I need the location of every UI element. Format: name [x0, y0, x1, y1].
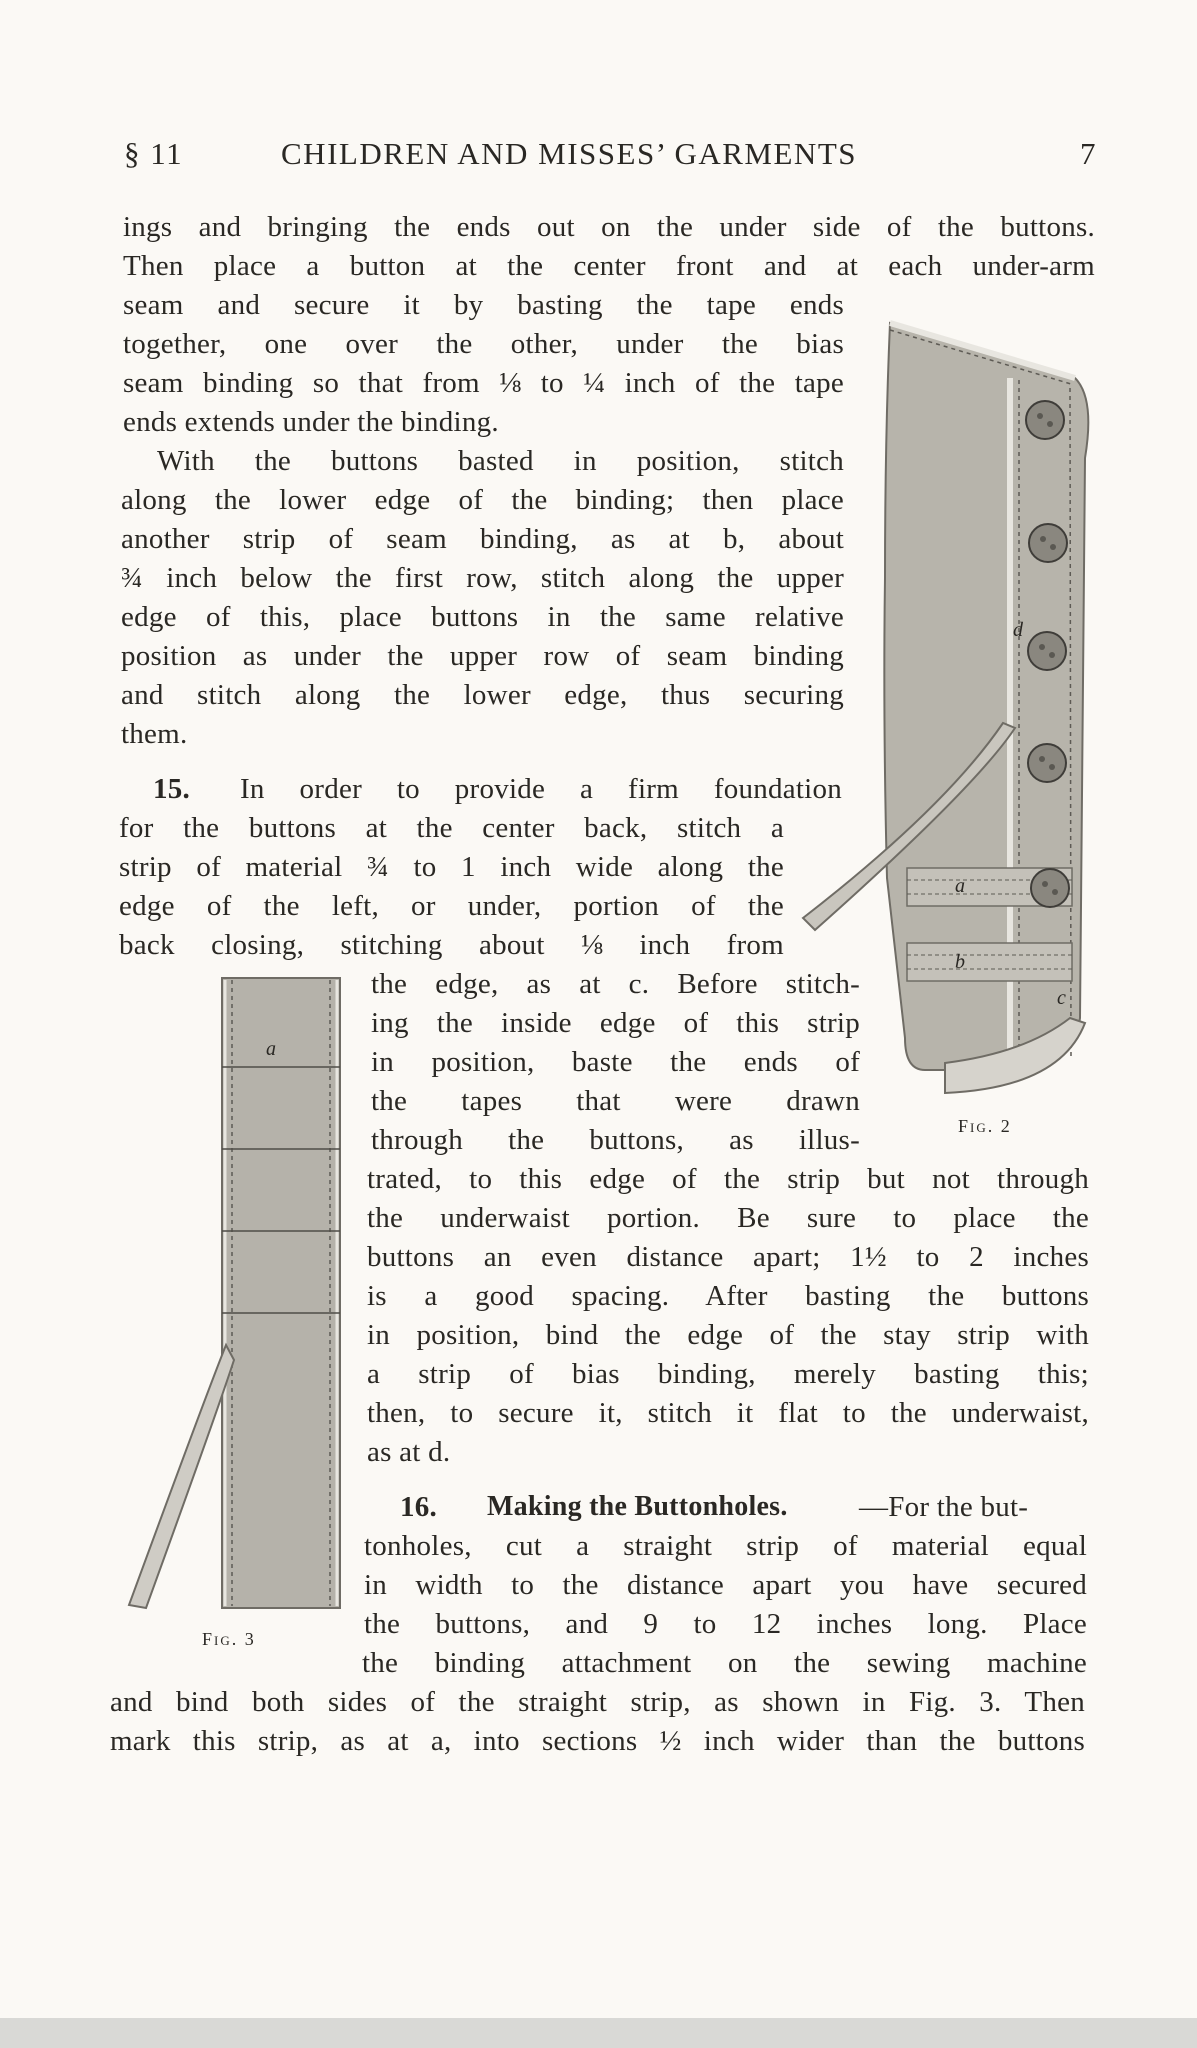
text-line: —For the but-: [859, 1491, 1029, 1523]
figure-2-label-b: b: [955, 951, 965, 973]
text-line: as at d.: [367, 1436, 451, 1468]
section-heading: Making the Buttonholes.: [487, 1491, 788, 1522]
figure-2-caption: Fig. 2: [958, 1116, 1012, 1136]
text-line: position as under the upper row of seam binding: [121, 640, 844, 672]
page-number: 7: [1080, 136, 1097, 171]
text-line: along the lower edge of the binding; then place: [121, 484, 844, 516]
text-line: strip of material ¾ to 1 inch wide along the: [119, 851, 784, 883]
figure-2-label-a: a: [955, 875, 965, 897]
text-line: the edge, as at c. Before stitch-: [371, 968, 860, 1000]
running-title: CHILDREN AND MISSES’ GARMENTS: [281, 136, 857, 171]
text-line: and stitch along the lower edge, thus securing: [121, 679, 844, 711]
text-line: ing the inside edge of this strip: [371, 1007, 860, 1039]
scan-edge: [0, 2018, 1197, 2048]
figure-2-label-d: d: [1013, 619, 1023, 641]
text-line: then, to secure it, stitch it flat to the underwaist,: [367, 1397, 1089, 1429]
text-line: a strip of bias binding, merely basting this;: [367, 1358, 1089, 1390]
section-number: § 11: [124, 136, 184, 171]
text-line: buttons an even distance apart; 1½ to 2 inches: [367, 1241, 1089, 1273]
text-line: the tapes that were drawn: [371, 1085, 860, 1117]
paragraph-number: 16.: [400, 1491, 437, 1523]
text-line: seam and secure it by basting the tape ends: [123, 289, 844, 321]
text-line: trated, to this edge of the strip but not through: [367, 1163, 1089, 1195]
text-line: is a good spacing. After basting the buttons: [367, 1280, 1089, 1312]
text-line: seam binding so that from ⅛ to ¼ inch of the tape: [123, 367, 844, 399]
text-line: in position, bind the edge of the stay strip with: [367, 1319, 1089, 1351]
text-line: edge of the left, or under, portion of the: [119, 890, 784, 922]
text-line: tonholes, cut a straight strip of material equal: [364, 1530, 1087, 1562]
text-line: ings and bringing the ends out on the under side of the buttons.: [123, 211, 1095, 243]
text-line: for the buttons at the center back, stitch a: [119, 812, 784, 844]
text-line: back closing, stitching about ⅛ inch from: [119, 929, 784, 961]
text-line: edge of this, place buttons in the same relative: [121, 601, 844, 633]
text-line: ¾ inch below the first row, stitch along the upper: [121, 562, 844, 594]
figure-3-caption: Fig. 3: [202, 1629, 256, 1649]
figure-2-illustration: [795, 318, 1095, 1108]
text-line: In order to provide a firm foundation: [240, 773, 842, 805]
text-line: in width to the distance apart you have secured: [364, 1569, 1087, 1601]
figure-3-label-a: a: [266, 1038, 276, 1060]
text-line: another strip of seam binding, as at b, about: [121, 523, 844, 555]
text-line: them.: [121, 718, 188, 750]
text-line: through the buttons, as illus-: [371, 1124, 860, 1156]
text-line: the binding attachment on the sewing machine: [362, 1647, 1087, 1679]
text-line: With the buttons basted in position, stitch: [157, 445, 844, 477]
figure-2-label-c: c: [1057, 987, 1066, 1009]
text-line: Then place a button at the center front and at each under-arm: [123, 250, 1095, 282]
paragraph-number: 15.: [153, 773, 190, 805]
figure-3-illustration: [126, 975, 351, 1615]
text-line: mark this strip, as at a, into sections ½ inch wider than the buttons: [110, 1725, 1085, 1757]
text-line: the buttons, and 9 to 12 inches long. Place: [364, 1608, 1087, 1640]
text-line: the underwaist portion. Be sure to place the: [367, 1202, 1089, 1234]
text-line: and bind both sides of the straight strip, as shown in Fig. 3. Then: [110, 1686, 1085, 1718]
text-line: together, one over the other, under the bias: [123, 328, 844, 360]
text-line: in position, baste the ends of: [371, 1046, 860, 1078]
text-line: ends extends under the binding.: [123, 406, 499, 438]
